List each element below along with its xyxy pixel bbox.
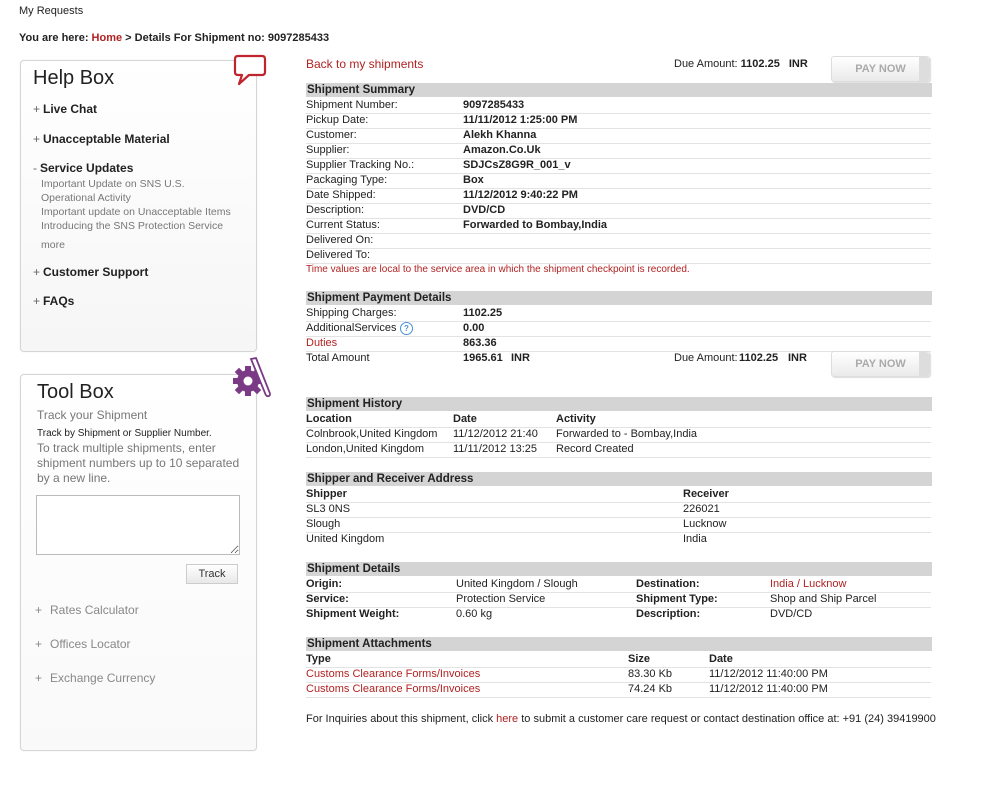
duties-value: 863.36 [463, 337, 497, 349]
attachments-heading: Shipment Attachments [306, 637, 932, 651]
payment-due-currency: INR [788, 352, 807, 364]
inquiry-footer [306, 713, 936, 725]
due-amount [674, 58, 808, 70]
history-location: Colnbrook,United Kingdom [306, 428, 438, 440]
shipment-details-heading: Shipment Details [306, 562, 932, 576]
summary-label: Supplier Tracking No.: [306, 159, 415, 171]
summary-value: 9097285433 [463, 99, 525, 111]
history-col-location: Location [306, 413, 352, 425]
breadcrumb-home-link[interactable]: Home [91, 32, 123, 44]
help-item-faqs[interactable]: + FAQs [33, 294, 75, 308]
shipper-line: United Kingdom [306, 533, 385, 545]
payment-due-label: Due Amount: [674, 352, 738, 364]
gear-wrench-icon [232, 355, 272, 401]
due-amount-value: 1102.25 [740, 58, 780, 70]
help-item-live-chat[interactable]: + Live Chat [33, 102, 98, 116]
footer-text-before: For Inquiries about this shipment, click [306, 713, 497, 725]
table-row [306, 143, 931, 159]
tool-box-subtitle: Track your Shipment [37, 408, 148, 422]
payment-due-value: 1102.25 [739, 352, 779, 364]
help-box-title: Help Box [33, 67, 115, 89]
table-row [306, 592, 931, 608]
table-row [306, 173, 931, 189]
attachments-col-size: Size [628, 653, 651, 665]
service-update-link[interactable]: Introducing the SNS Protection Service [41, 220, 224, 232]
payment-details-heading: Shipment Payment Details [306, 291, 932, 305]
summary-label: Date Shipped: [306, 189, 376, 201]
history-location: London,United Kingdom [306, 443, 425, 455]
table-row [306, 532, 931, 547]
summary-value: DVD/CD [463, 204, 506, 216]
summary-label: Delivered To: [306, 249, 370, 261]
help-item-service-updates[interactable]: - Service Updates [33, 161, 134, 175]
question-icon[interactable]: ? [400, 322, 413, 335]
history-header-row [306, 412, 931, 428]
service-label: Service: [306, 593, 349, 605]
history-activity: Forwarded to - Bombay,India [556, 428, 698, 440]
rates-calculator-link[interactable]: + Rates Calculator [35, 603, 139, 617]
summary-value: Forwarded to Bombay,India [463, 219, 608, 231]
attachment-date: 11/12/2012 11:40:00 PM [709, 683, 828, 695]
table-row [306, 158, 931, 174]
additional-services-value: 0.00 [463, 322, 485, 334]
payment-row-duties [306, 336, 931, 352]
summary-label: Shipment Number: [306, 99, 398, 111]
shipment-type-value: Shop and Ship Parcel [770, 593, 877, 605]
payment-row-additional [306, 321, 931, 337]
origin-value: United Kingdom / Slough [456, 578, 578, 590]
breadcrumb [19, 32, 329, 44]
table-row [306, 98, 931, 114]
description-label: Description: [636, 608, 701, 620]
duties-link[interactable]: Duties [306, 337, 338, 349]
summary-value: Box [463, 174, 484, 186]
origin-label: Origin: [306, 578, 343, 590]
attachments-col-date: Date [709, 653, 733, 665]
shipment-type-label: Shipment Type: [636, 593, 718, 605]
attachment-date: 11/12/2012 11:40:00 PM [709, 668, 828, 680]
receiver-line: Lucknow [683, 518, 727, 530]
table-row [306, 203, 931, 219]
table-row [306, 248, 931, 264]
offices-locator-link[interactable]: + Offices Locator [35, 637, 131, 651]
service-update-link[interactable]: Operational Activity [41, 192, 131, 204]
summary-label: Delivered On: [306, 234, 374, 246]
payment-row-shipping [306, 306, 931, 322]
summary-label: Pickup Date: [306, 114, 369, 126]
receiver-label: Receiver [683, 488, 729, 500]
help-box [20, 60, 257, 352]
receiver-line: India [683, 533, 707, 545]
exchange-currency-link[interactable]: + Exchange Currency [35, 671, 156, 685]
description-value: DVD/CD [770, 608, 813, 620]
summary-value: SDJCsZ8G9R_001_v [463, 159, 571, 171]
multi-track-hint: To track multiple shipments, enter shipment numbers up to 10 separated by a new line. [37, 441, 240, 485]
attachment-size: 74.24 Kb [628, 683, 673, 695]
table-row [306, 667, 931, 683]
tracking-numbers-input[interactable] [36, 495, 240, 555]
service-value: Protection Service [456, 593, 546, 605]
breadcrumb-separator: > [122, 32, 135, 44]
summary-value: Alekh Khanna [463, 129, 537, 141]
service-update-link[interactable]: Important update on Unacceptable Items [41, 206, 231, 218]
help-item-unacceptable-material[interactable]: + Unacceptable Material [33, 132, 170, 146]
weight-value: 0.60 kg [456, 608, 493, 620]
table-row [306, 218, 931, 234]
breadcrumb-prefix: You are here: [19, 32, 92, 44]
help-item-customer-support[interactable]: + Customer Support [33, 265, 149, 279]
summary-value: 11/12/2012 9:40:22 PM [463, 189, 578, 201]
table-row [306, 188, 931, 204]
attachment-link[interactable]: Customs Clearance Forms/Invoices [306, 683, 481, 695]
total-amount-label: Total Amount [306, 352, 370, 364]
shipping-charges-value: 1102.25 [463, 307, 503, 319]
summary-label: Packaging Type: [306, 174, 388, 186]
receiver-line: 226021 [683, 503, 720, 515]
shipper-line: Slough [306, 518, 341, 530]
history-col-date: Date [453, 413, 477, 425]
summary-value: Amazon.Co.Uk [463, 144, 541, 156]
table-row [306, 502, 931, 518]
history-col-activity: Activity [556, 413, 596, 425]
table-row [306, 113, 931, 129]
table-row [306, 233, 931, 249]
due-amount-label: Due Amount: [674, 58, 738, 70]
table-row [306, 427, 931, 443]
time-values-note: Time values are local to the service area in which the shipment checkpoint is recorded. [306, 264, 690, 275]
summary-label: Supplier: [306, 144, 350, 156]
total-amount-value: 1965.61 [463, 352, 503, 364]
service-update-link[interactable]: Important Update on SNS U.S. [41, 178, 185, 190]
breadcrumb-current: Details For Shipment no: 9097285433 [134, 32, 330, 44]
table-row [306, 577, 931, 593]
footer-text-after: to submit a customer care request or contact destination office at: +91 (24) 39419900 [518, 713, 936, 725]
history-activity: Record Created [556, 443, 634, 455]
service-updates-more-link[interactable]: more [41, 239, 65, 251]
tool-box [20, 374, 257, 751]
summary-value: 11/11/2012 1:25:00 PM [463, 114, 578, 126]
table-row [306, 682, 931, 698]
track-hint: Track by Shipment or Supplier Number. [37, 428, 212, 439]
attachments-header-row [306, 652, 931, 668]
total-amount-currency: INR [511, 352, 530, 364]
table-row [306, 442, 931, 458]
track-button[interactable]: Track [186, 564, 238, 584]
history-date: 11/11/2012 13:25 [453, 443, 538, 455]
pay-now-button[interactable]: PAY NOW [831, 56, 930, 82]
payment-pay-now-button[interactable]: PAY NOW [831, 351, 930, 377]
address-heading: Shipper and Receiver Address [306, 472, 932, 486]
shipping-charges-label: Shipping Charges: [306, 307, 397, 319]
table-row [306, 128, 931, 144]
address-header-row [306, 487, 931, 503]
inquiry-here-link[interactable]: here [496, 713, 519, 725]
shipment-history-heading: Shipment History [306, 397, 932, 411]
summary-label: Customer: [306, 129, 357, 141]
speech-bubble-icon [233, 54, 267, 86]
additional-services-label: AdditionalServices [306, 322, 397, 334]
attachment-link[interactable]: Customs Clearance Forms/Invoices [306, 668, 481, 680]
table-row [306, 517, 931, 533]
attachments-col-type: Type [306, 653, 331, 665]
destination-link[interactable]: India / Lucknow [770, 578, 847, 590]
history-date: 11/12/2012 21:40 [453, 428, 538, 440]
tool-box-title: Tool Box [37, 381, 114, 403]
table-row [306, 607, 931, 622]
shipper-line: SL3 0NS [306, 503, 351, 515]
shipper-label: Shipper [306, 488, 347, 500]
summary-label: Current Status: [306, 219, 380, 231]
attachment-size: 83.30 Kb [628, 668, 673, 680]
back-to-shipments-link[interactable]: Back to my shipments [306, 57, 424, 71]
weight-label: Shipment Weight: [306, 608, 400, 620]
summary-label: Description: [306, 204, 365, 216]
destination-label: Destination: [636, 578, 700, 590]
page-title: My Requests [19, 5, 84, 17]
shipment-summary-heading: Shipment Summary [306, 83, 932, 97]
due-amount-currency: INR [788, 58, 808, 70]
